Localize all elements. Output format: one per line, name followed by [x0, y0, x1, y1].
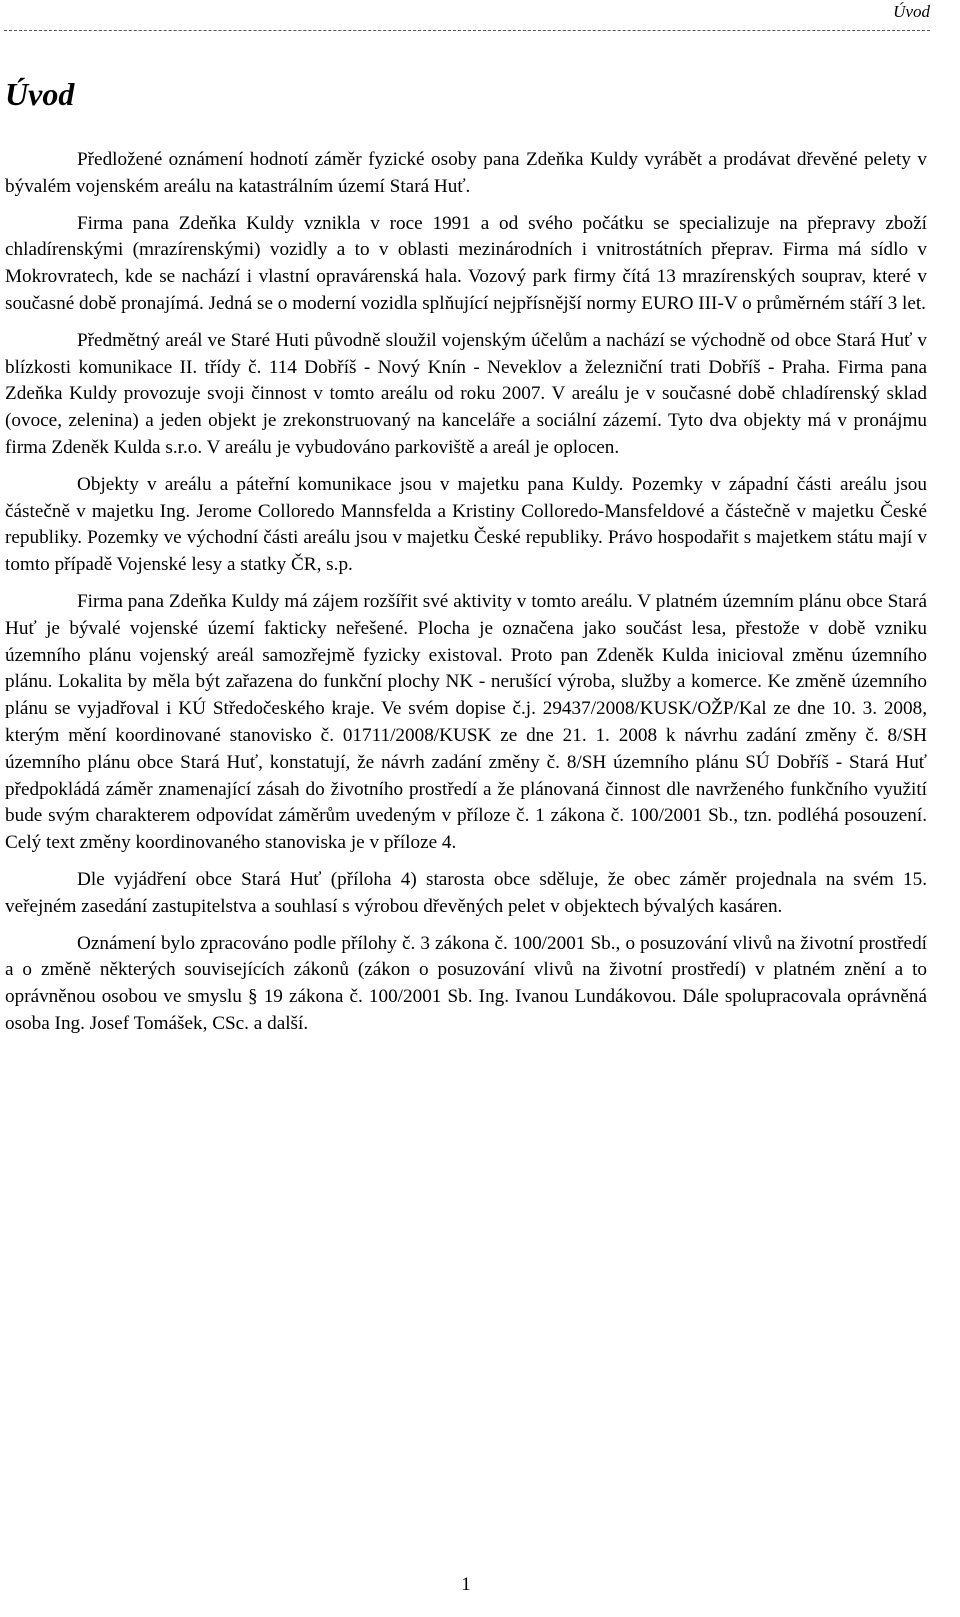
section-title: Úvod	[5, 76, 75, 112]
paragraph-authors: Oznámení bylo zpracováno podle přílohy č. 3 zákona č. 100/2001 Sb., o posuzování vlivů na životní prostředí a o změně některých souvisejících zákonů (zákon o posuzování vlivů na životní prostředí) v platném znění a to oprávněnou osobou ve smyslu § 19 zákona č. 100/2001 Sb. Ing. Ivanou Lundákovou. Dále spolupracovala oprávněná osoba Ing. Josef Tomášek, CSc. a další.	[5, 932, 927, 1034]
body-text	[5, 147, 927, 1048]
paragraph-municipality-statement: Dle vyjádření obce Stará Huť (příloha 4) starosta obce sděluje, že obec záměr projednala na svém 15. veřejném zasedání zastupitelstva a souhlasí s výrobou dřevěných pelet v objektech bývalých kasáren.	[5, 868, 927, 917]
paragraph-ownership: Objekty v areálu a páteřní komunikace jsou v majetku pana Kuldy. Pozemky v západní části areálu jsou částečně v majetku Ing. Jerome Colloredo Mannsfelda a Kristiny Colloredo-Mansfeldové a částečně v majetku České republiky. Pozemky ve východní části areálu jsou v majetku České republiky. Právo hospodařit s majetkem státu mají v tomto případě Vojenské lesy a statky ČR, s.p.	[5, 473, 927, 576]
page-number: 1	[461, 1574, 471, 1595]
paragraph-intro: Předložené oznámení hodnotí záměr fyzické osoby pana Zdeňka Kuldy vyrábět a prodávat dřevěné pelety v bývalém vojenském areálu na katastrálním území Stará Huť.	[5, 149, 927, 197]
running-header-title: Úvod	[893, 2, 930, 21]
paragraph-site: Předmětný areál ve Staré Huti původně sloužil vojenským účelům a nachází se východně od obce Stará Huť v blízkosti komunikace II. třídy č. 114 Dobříš - Nový Knín - Neveklov a železniční trati Dobříš - Praha. Firma pana Zdeňka Kuldy provozuje svoji činnost v tomto areálu od roku 2007. V areálu je v současné době chladírenský sklad (ovoce, zelenina) a jeden objekt je zrekonstruovaný na kanceláře a sociální zázemí. Tyto dva objekty má v pronájmu firma Zdeněk Kulda s.r.o. V areálu je vybudováno parkoviště a areál je oplocen.	[5, 329, 927, 458]
paragraph-zoning-plan: Firma pana Zdeňka Kuldy má zájem rozšířit své aktivity v tomto areálu. V platném územním plánu obce Stará Huť je bývalé vojenské území fakticky neřešené. Plocha je označena jako součást lesa, přestože v době vzniku územního plánu vojenský areál samozřejmě fyzicky existoval. Proto pan Zdeněk Kulda inicioval změnu územního plánu. Lokalita by měla být zařazena do funkční plochy NK - nerušící výroba, služby a komerce. Ke změně územního plánu se vyjadřoval i KÚ Středočeského kraje. Ve svém dopise č.j. 29437/2008/KUSK/OŽP/Kal ze dne 10. 3. 2008, kterým mění koordinované stanovisko č. 01711/2008/KUSK ze dne 21. 1. 2008 k návrhu zadání změny č. 8/SH územního plánu obce Stará Huť, konstatují, že návrh zadání změny č. 8/SH územního plánu SÚ Dobříš - Stará Huť předpokládá záměr znamenající zásah do životního prostředí a že plánovaná činnost dle navrženého funkčního využití bude svým charakterem odpovídat záměrům uvedeným v příloze č. 1 zákona č. 100/2001 Sb., tzn. podléhá posouzení. Celý text změny koordinovaného stanoviska je v příloze 4.	[5, 590, 927, 854]
paragraph-company: Firma pana Zdeňka Kuldy vznikla v roce 1991 a od svého počátku se specializuje na přepravy zboží chladírenskými (mrazírenskými) vozidly a to v oblasti mezinárodních i vnitrostátních přeprav. Firma má sídlo v Mokrovratech, kde se nachází i vlastní opravárenská hala. Vozový park firmy čítá 13 mrazírenských souprav, které v současné době pronajímá. Jedná se o moderní vozidla splňující nejpřísnější normy EURO III-V o průměrném stáří 3 let.	[5, 212, 927, 314]
header-divider	[4, 30, 930, 31]
